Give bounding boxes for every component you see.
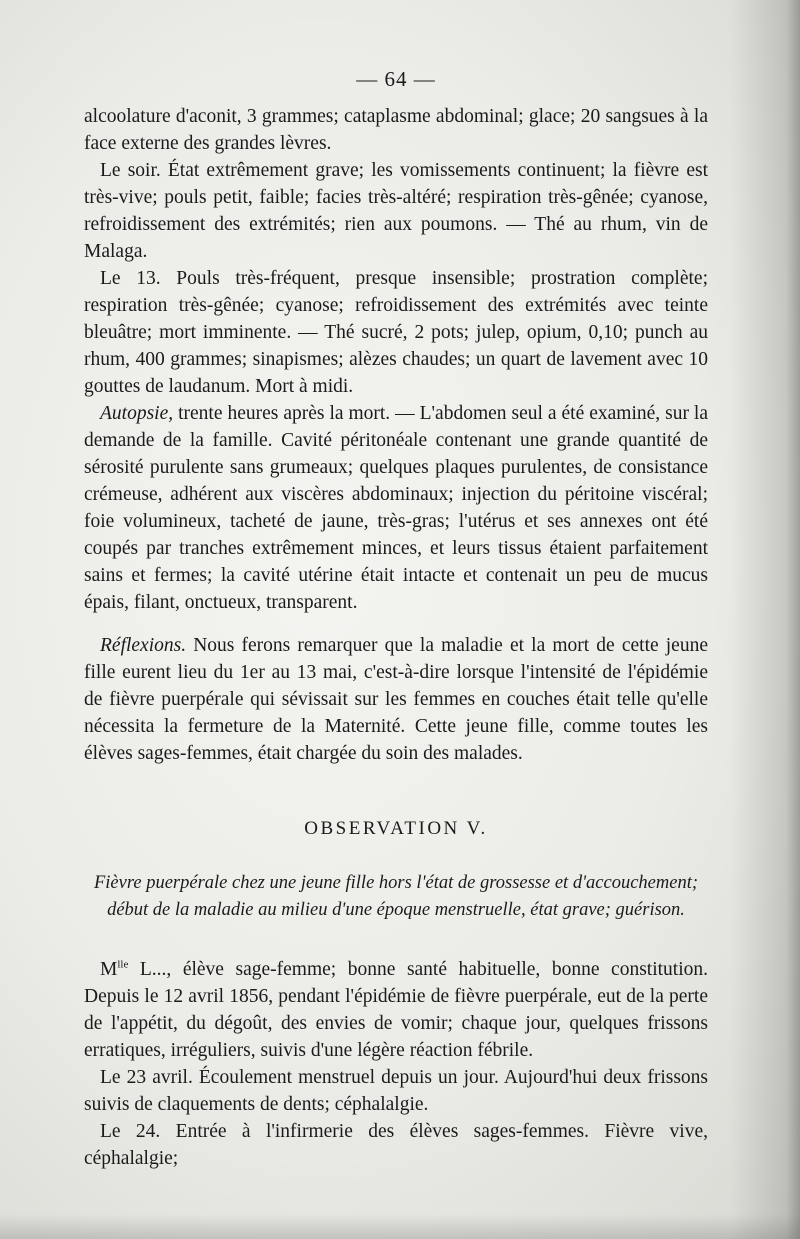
observation-subtitle: [84, 870, 708, 924]
paragraph-lead-reflections: Réflexions.: [100, 635, 187, 656]
paragraph-text: L..., élève sage-femme; bonne santé habituelle, bonne constitution. Depuis le 12 avril 1856, pendant l'épidémie de fièvre puerpérale, eut de la perte de l'appétit, du dégoût, des envies de vomir; chaque jour, quelques frissons erratiques, irréguliers, suivis d'une légère réaction fébrile.: [84, 959, 708, 1061]
paragraph-text: Le 24. Entrée à l'infirmerie des élèves sages-femmes. Fièvre vive, céphalalgie;: [84, 1121, 708, 1169]
paragraph-treatment-continuation: [84, 103, 708, 157]
observation-subtitle-line: début de la maladie au milieu d'une époque menstruelle, état grave; guérison.: [107, 900, 685, 920]
page-edge-shadow: [730, 0, 800, 1239]
paragraph-text: Le 13. Pouls très-fréquent, presque insensible; prostration complète; respiration très-gênée; cyanose; refroidissement des extrémités avec teinte bleuâtre; mort imminente. — Thé sucré, 2 pots; julep, opium, 0,10; punch au rhum, 400 grammes; sinapismes; alèzes chaudes; un quart de lavement avec 10 gouttes de laudanum. Mort à midi.: [84, 268, 708, 397]
paragraph-autopsy: [84, 400, 708, 616]
paragraph-text: alcoolature d'aconit, 3 grammes; cataplasme abdominal; glace; 20 sangsues à la face externe des grandes lèvres.: [84, 106, 708, 154]
page-bottom-shadow: [0, 1214, 800, 1239]
patient-title: M: [100, 959, 118, 980]
paragraph-day-24: [84, 1118, 708, 1172]
paragraph-text: Le soir. État extrêmement grave; les vomissements continuent; la fièvre est très-vive; pouls petit, faible; facies très-altéré; respiration très-gênée; cyanose, refroidissement des extrémités; rien aux poumons. — Thé au rhum, vin de Malaga.: [84, 160, 708, 262]
paragraph-text: Le 23 avril. Écoulement menstruel depuis un jour. Aujourd'hui deux frissons suivis de claquements de dents; céphalalgie.: [84, 1067, 708, 1115]
patient-title-superscript: lle: [117, 958, 129, 971]
page-number: — 64 —: [356, 67, 436, 91]
paragraph-evening: [84, 157, 708, 265]
paragraph-reflections: [84, 632, 708, 767]
paragraph-april-23: [84, 1064, 708, 1118]
observation-heading: OBSERVATION V.: [304, 818, 488, 839]
paragraph-patient-intro: [84, 956, 708, 1064]
paragraph-lead-autopsy: Autopsie,: [100, 403, 174, 424]
observation-subtitle-line: Fièvre puerpérale chez une jeune fille hors l'état de grossesse et d'accouchement;: [93, 873, 698, 893]
paragraph-text: Nous ferons remarquer que la maladie et la mort de cette jeune fille eurent lieu du 1er au 13 mai, c'est-à-dire lorsque l'intensité de l'épidémie de fièvre puerpérale qui sévissait sur les femmes en couches était telle qu'elle nécessita la fermeture de la Maternité. Cette jeune fille, comme toutes les élèves sages-femmes, était chargée du soin des malades.: [84, 635, 708, 764]
paragraph-day-13: [84, 265, 708, 400]
page-text-block: [84, 66, 708, 1172]
paragraph-text: trente heures après la mort. — L'abdomen seul a été examiné, sur la demande de la famille. Cavité péritonéale contenant une grande quantité de sérosité purulente sans grumeaux; quelques plaques purulentes, de consistance crémeuse, adhérent aux viscères abdominaux; injection du péritoine viscéral; foie volumineux, tacheté de jaune, très-gras; l'utérus et ses annexes ont été coupés par tranches extrêmement minces, et leurs tissus étaient parfaitement sains et fermes; la cavité utérine était intacte et contenait un peu de mucus épais, filant, onctueux, transparent.: [84, 403, 708, 613]
